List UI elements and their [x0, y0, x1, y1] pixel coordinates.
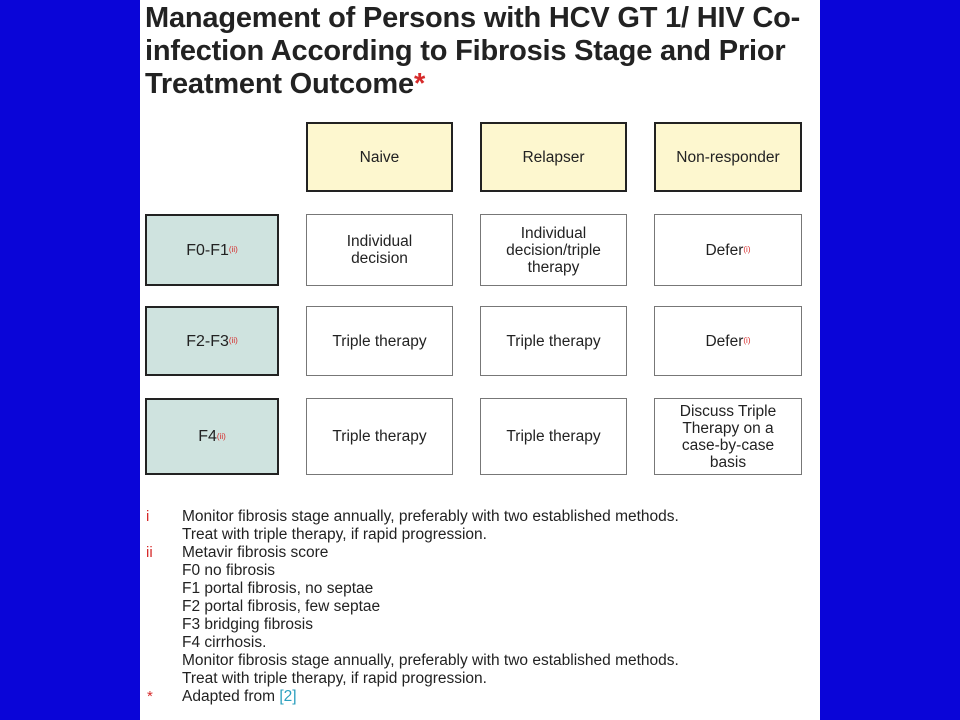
- cell-text: Triple therapy: [506, 428, 601, 445]
- cell-text: Individual decision/triple therapy: [506, 224, 601, 276]
- reference-link[interactable]: [2]: [279, 688, 297, 705]
- slide-title: [145, 2, 815, 101]
- footnote-ii-line: F3 bridging fibrosis: [182, 616, 313, 633]
- cell-text: Individual decision: [346, 233, 413, 267]
- footnote-i-line: Monitor fibrosis stage annually, preferably with two established methods.: [182, 508, 679, 525]
- footnote-i-line: Treat with triple therapy, if rapid progression.: [182, 526, 487, 543]
- cell-f0-f1-non-responder: Defer (i): [654, 214, 802, 286]
- row-label-text: F2-F3: [186, 332, 229, 350]
- slide: [140, 0, 820, 720]
- footnote-marker-star: *: [147, 688, 153, 705]
- row-label-f4: F4 (ii): [145, 398, 279, 475]
- header-naive: [306, 122, 453, 192]
- footnote-adapted: [182, 688, 297, 706]
- footnote-ii-line: Metavir fibrosis score: [182, 544, 329, 561]
- cell-f4-non-responder: [654, 398, 802, 475]
- cell-text: Triple therapy: [332, 428, 427, 445]
- footnote-ii-line: F1 portal fibrosis, no septae: [182, 580, 374, 597]
- footnote-marker-ii: ii: [146, 544, 153, 561]
- footnote-ii-line: Treat with triple therapy, if rapid progression.: [182, 670, 487, 687]
- cell-f2-f3-relapser: [480, 306, 627, 376]
- footnote-ii-line: F4 cirrhosis.: [182, 634, 267, 651]
- cell-text: Discuss Triple Therapy on a case-by-case basis: [679, 402, 777, 471]
- header-label: Naive: [359, 148, 400, 166]
- cell-text: Triple therapy: [506, 332, 601, 350]
- cell-f0-f1-relapser: [480, 214, 627, 286]
- row-label-text: F4: [198, 428, 217, 445]
- header-label: Non-responder: [676, 148, 780, 166]
- cell-f0-f1-naive: [306, 214, 453, 286]
- header-relapser: [480, 122, 627, 192]
- header-label: Relapser: [522, 148, 585, 166]
- cell-text: Defer: [705, 332, 744, 350]
- row-label-f0-f1: F0-F1 (ii): [145, 214, 279, 286]
- title-text: Management of Persons with HCV GT 1/ HIV Co-infection According to Fibrosis Stage and Prior Treatment Outcome: [145, 2, 801, 100]
- footnote-ii-line: F2 portal fibrosis, few septae: [182, 598, 381, 615]
- cell-text: Triple therapy: [332, 332, 427, 350]
- title-asterisk: *: [413, 68, 426, 100]
- header-non-responder: [654, 122, 802, 192]
- adapted-text: Adapted from: [182, 688, 276, 705]
- row-label-f2-f3: F2-F3 (ii): [145, 306, 279, 376]
- row-label-text: F0-F1: [186, 241, 229, 259]
- cell-f4-naive: [306, 398, 453, 475]
- footnote-marker-i: i: [146, 508, 150, 525]
- cell-text: Defer: [705, 241, 744, 259]
- cell-f2-f3-non-responder: Defer (i): [654, 306, 802, 376]
- footnote-ii-line: Monitor fibrosis stage annually, preferably with two established methods.: [182, 652, 679, 669]
- cell-f4-relapser: [480, 398, 627, 475]
- footnote-ii-line: F0 no fibrosis: [182, 562, 276, 579]
- cell-f2-f3-naive: [306, 306, 453, 376]
